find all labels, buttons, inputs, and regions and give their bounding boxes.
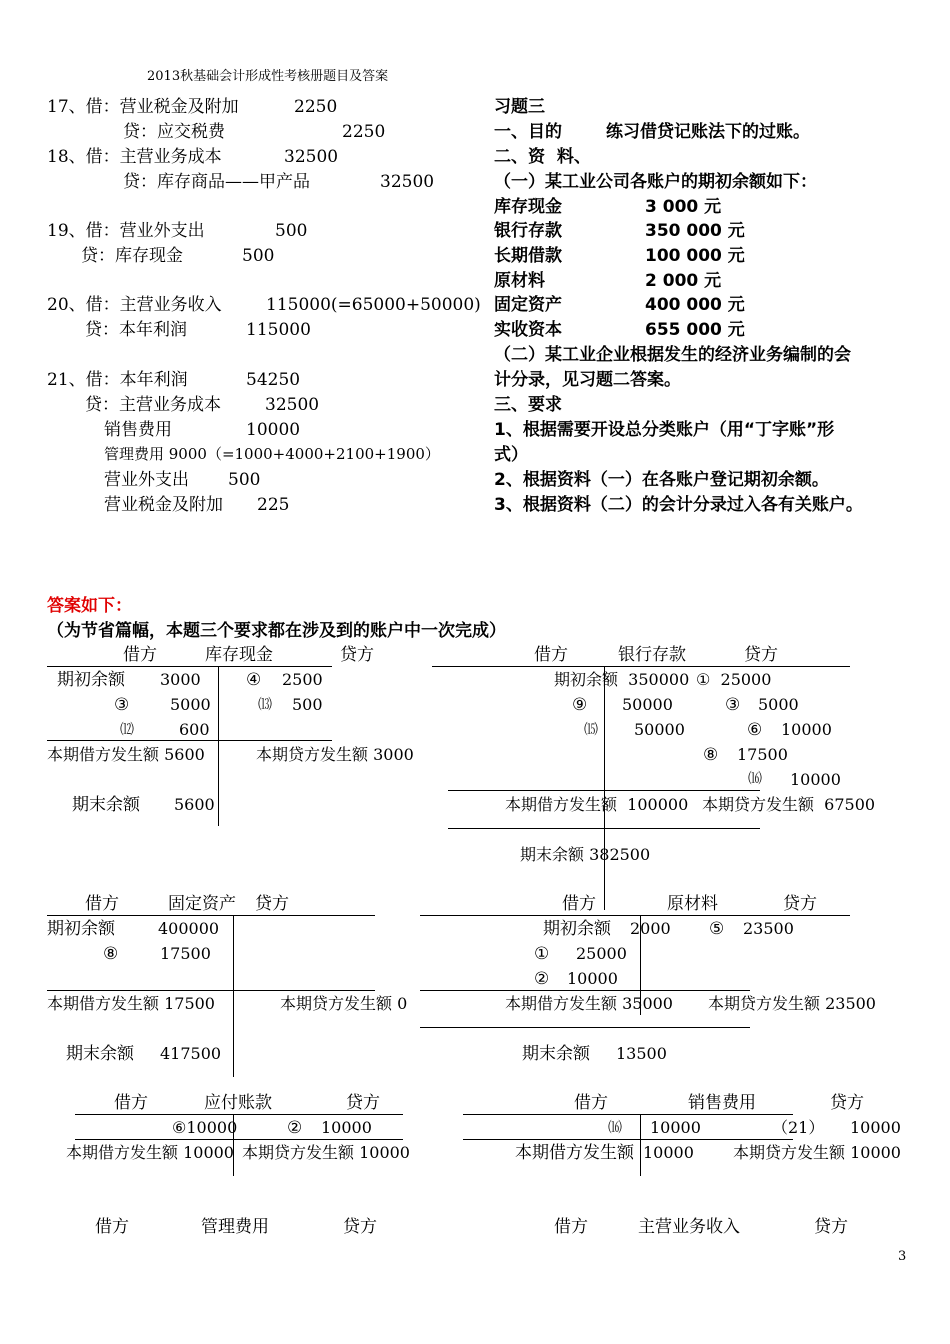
cell: 2000 <box>630 919 671 938</box>
cell: 5000 <box>170 695 211 714</box>
cell: 2500 <box>282 670 323 689</box>
exercise-line: 1、根据需要开设总分类账户（用“丁字账”形 <box>494 420 835 440</box>
cell: 50000 <box>634 720 685 739</box>
exercise-line: 三、要求 <box>494 395 562 415</box>
exercise-line: 式） <box>494 445 528 465</box>
cell: 期初余额 350000 <box>554 670 690 689</box>
page-number: 3 <box>898 1249 907 1264</box>
entry-line: 贷：库存现金 <box>81 246 183 266</box>
entry-amount: 2250 <box>294 97 338 117</box>
balance-account: 固定资产 <box>494 295 562 315</box>
cell: ⒂ <box>584 722 598 738</box>
cell: ④ <box>246 670 262 690</box>
entry-line: 贷：库存商品——甲产品 <box>123 172 310 192</box>
cell: 本期贷方发生额 10000 <box>242 1143 410 1162</box>
balance-amount: 350 000 元 <box>645 221 745 241</box>
exercise-line: 练习借贷记账法下的过账。 <box>606 122 810 142</box>
entry-amount: 115000(=65000+50000) <box>266 295 481 315</box>
cell: 13500 <box>616 1044 667 1063</box>
cell: 期末余额 382500 <box>520 845 651 864</box>
debit-label: 借方 <box>123 645 157 665</box>
balance-account: 银行存款 <box>494 221 562 241</box>
entry-line: 销售费用 <box>104 420 172 440</box>
cell: ① <box>534 944 550 964</box>
debit-label: 借方 <box>85 894 119 914</box>
entry-line: 17、借：营业税金及附加 <box>47 97 239 117</box>
credit-label: 贷方 <box>783 894 817 914</box>
entry-amount: 32500 <box>284 147 339 167</box>
cell: 本期贷方发生额 10000 <box>733 1143 901 1162</box>
cell: 17500 <box>160 944 211 963</box>
entry-line: 贷：应交税费 <box>123 122 225 142</box>
cell: 500 <box>292 695 323 714</box>
entry-line: 管理费用 9000（=1000+4000+2100+1900） <box>104 445 440 463</box>
entry-amount: 500 <box>275 221 308 241</box>
balance-account: 原材料 <box>494 271 545 291</box>
cell: 本期借方发生额 100000 <box>505 795 689 814</box>
account-title: 库存现金 <box>205 645 273 665</box>
cell: 50000 <box>622 695 673 714</box>
entry-line: 贷：本年利润 <box>85 320 187 340</box>
cell: ① 25000 <box>696 670 772 689</box>
entry-amount: 32500 <box>265 395 320 415</box>
entry-amount: 32500 <box>380 172 435 192</box>
entry-line: 18、借：主营业务成本 <box>47 147 222 167</box>
balance-amount: 3 000 元 <box>645 197 722 217</box>
cell: 期末余额 <box>522 1044 590 1064</box>
cell: 本期贷方发生额 0 <box>280 994 408 1013</box>
account-title: 应付账款 <box>204 1093 272 1113</box>
debit-label: 借方 <box>562 894 596 914</box>
credit-label: 贷方 <box>340 645 374 665</box>
entry-line: 营业外支出 <box>104 470 189 490</box>
entry-line: 20、借：主营业务收入 <box>47 295 222 315</box>
exercise-line: 一、目的 <box>494 122 562 142</box>
entry-amount: 500 <box>228 470 261 490</box>
exercise-line: （一）某工业公司各账户的期初余额如下： <box>494 172 817 192</box>
credit-label: 贷方 <box>744 645 778 665</box>
entry-amount: 115000 <box>246 320 311 340</box>
entry-amount: 2250 <box>342 122 386 142</box>
cell: 600 <box>179 720 210 739</box>
cell: 期初余额 <box>47 919 115 939</box>
cell: 5000 <box>758 695 799 714</box>
cell: 期初余额 <box>543 919 611 939</box>
credit-label: 贷方 <box>255 894 289 914</box>
debit-label: 借方 <box>95 1217 129 1237</box>
cell: 本期借方发生额 10000 <box>66 1143 234 1162</box>
cell: （21） <box>772 1118 825 1137</box>
cell: 25000 <box>576 944 627 963</box>
cell: 10000 <box>643 1143 694 1162</box>
exercise-line: 计分录，见习题二答案。 <box>494 370 681 390</box>
entry-amount: 225 <box>257 495 290 515</box>
cell: 本期贷方发生额 67500 <box>702 795 876 814</box>
entry-line: 营业税金及附加 <box>104 495 223 515</box>
balance-amount: 400 000 元 <box>645 295 745 315</box>
account-title: 银行存款 <box>618 645 686 665</box>
answer-note: （为节省篇幅，本题三个要求都在涉及到的账户中一次完成） <box>47 621 506 641</box>
cell: ⑤ <box>709 919 725 939</box>
cell: ⒀ <box>258 697 272 713</box>
exercise-title: 习题三 <box>494 97 545 117</box>
credit-label: 贷方 <box>343 1217 377 1237</box>
balance-amount: 100 000 元 <box>645 246 745 266</box>
cell: 10000 <box>781 720 832 739</box>
debit-label: 借方 <box>574 1093 608 1113</box>
cell: ⒃ <box>608 1120 622 1136</box>
cell: 3000 <box>160 670 201 689</box>
exercise-line: 3、根据资料（二）的会计分录过入各有关账户。 <box>494 495 863 515</box>
entry-line: 21、借：本年利润 <box>47 370 188 390</box>
exercise-line: 二、资 料、 <box>494 147 591 167</box>
cell: 本期贷方发生额 3000 <box>256 745 414 764</box>
exercise-line: 2、根据资料（一）在各账户登记期初余额。 <box>494 470 829 490</box>
cell: ⑧ <box>703 745 719 765</box>
account-title: 管理费用 <box>201 1217 269 1237</box>
cell: ⑧ <box>103 944 119 964</box>
cell: 10000 <box>650 1118 701 1137</box>
debit-label: 借方 <box>534 645 568 665</box>
exercise-line: （二）某工业企业根据发生的经济业务编制的会 <box>494 345 851 365</box>
document-header: 2013秋基础会计形成性考核册题目及答案 <box>147 69 389 84</box>
cell: ⑥10000 <box>172 1118 238 1137</box>
cell: ③ <box>114 695 130 715</box>
balance-account: 实收资本 <box>494 320 562 340</box>
cell: ⑥ <box>747 720 763 740</box>
account-title: 主营业务收入 <box>638 1217 740 1237</box>
entry-amount: 54250 <box>246 370 301 390</box>
entry-amount: 10000 <box>246 420 301 440</box>
cell: ② <box>534 969 550 989</box>
cell: 17500 <box>737 745 788 764</box>
balance-account: 库存现金 <box>494 197 562 217</box>
cell: 10000 <box>790 770 841 789</box>
credit-label: 贷方 <box>830 1093 864 1113</box>
debit-label: 借方 <box>554 1217 588 1237</box>
account-title: 销售费用 <box>688 1093 756 1113</box>
cell: 本期借方发生额 35000 <box>505 994 673 1013</box>
cell: ③ <box>725 695 741 715</box>
cell: ⒃ <box>748 771 762 787</box>
account-title: 固定资产 <box>168 894 236 914</box>
entry-line: 贷：主营业务成本 <box>85 395 221 415</box>
entry-line: 19、借：营业外支出 <box>47 221 205 241</box>
balance-account: 长期借款 <box>494 246 562 266</box>
account-title: 原材料 <box>667 894 718 914</box>
cell: ② <box>287 1118 303 1138</box>
balance-amount: 2 000 元 <box>645 271 722 291</box>
credit-label: 贷方 <box>814 1217 848 1237</box>
credit-label: 贷方 <box>346 1093 380 1113</box>
cell: 23500 <box>743 919 794 938</box>
entry-amount: 500 <box>242 246 275 266</box>
cell: 10000 <box>850 1118 901 1137</box>
cell: 期末余额 <box>72 795 140 815</box>
cell: ⑿ <box>120 722 134 738</box>
cell: ⑨ <box>572 695 588 715</box>
cell: 本期借方发生额 5600 <box>47 745 205 764</box>
answer-heading: 答案如下： <box>47 596 132 616</box>
cell: 期末余额 <box>66 1044 134 1064</box>
cell: 417500 <box>160 1044 222 1063</box>
balance-amount: 655 000 元 <box>645 320 745 340</box>
cell: 本期借方发生额 17500 <box>47 994 215 1013</box>
debit-label: 借方 <box>114 1093 148 1113</box>
cell: 本期借方发生额 <box>515 1143 634 1163</box>
cell: 期初余额 <box>57 670 125 690</box>
cell: 本期贷方发生额 23500 <box>708 994 876 1013</box>
cell: 400000 <box>158 919 220 938</box>
cell: 5600 <box>174 795 215 814</box>
cell: 10000 <box>567 969 618 988</box>
cell: 10000 <box>321 1118 372 1137</box>
